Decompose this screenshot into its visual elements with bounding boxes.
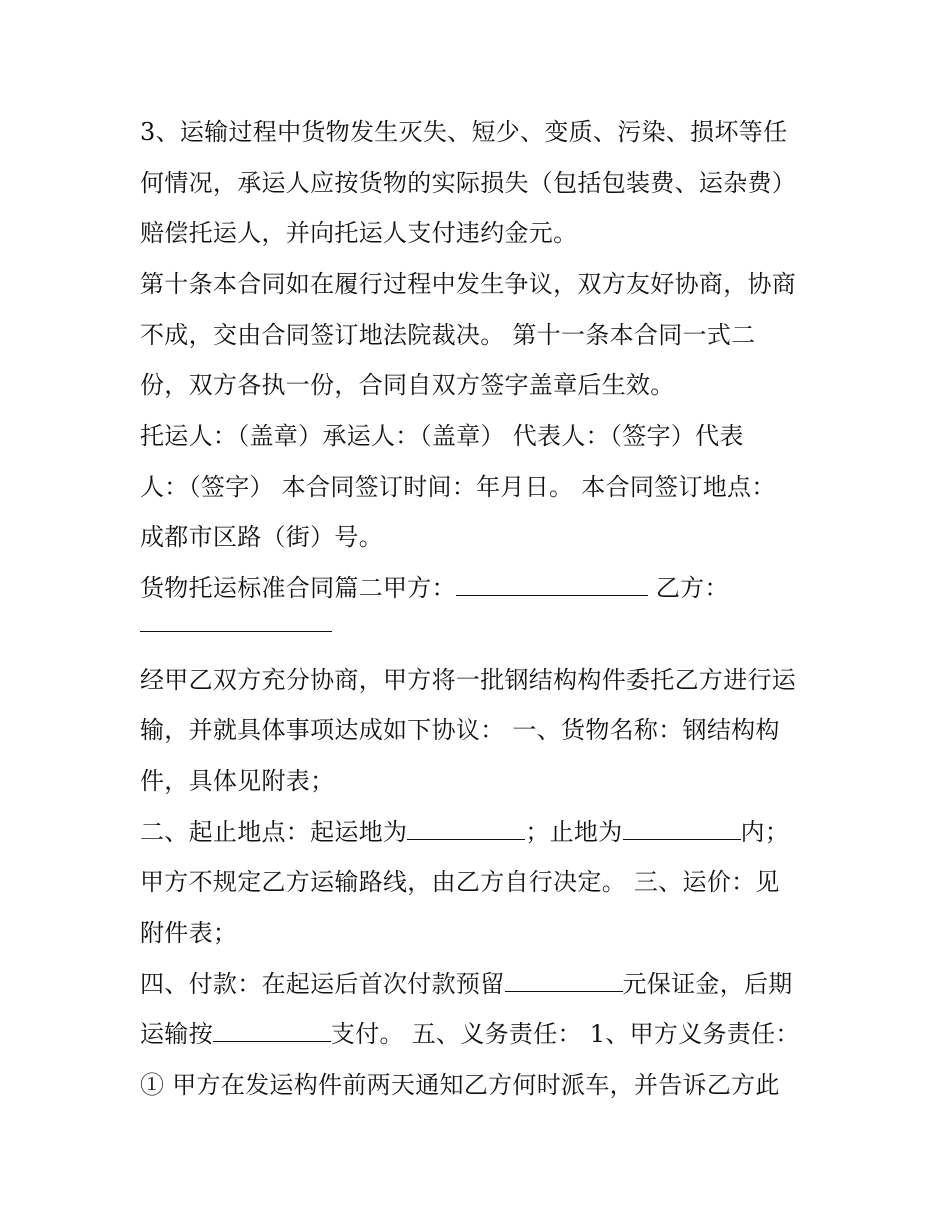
deposit-blank (505, 969, 623, 992)
contract-two-header (140, 573, 729, 603)
party-b-blank-line (140, 609, 332, 639)
paragraph-line: ① 甲方在发运构件前两天通知乙方何时派车，并告诉乙方此 (140, 1071, 780, 1099)
paragraph-line: 经甲乙双方充分协商，甲方将一批钢结构构件委托乙方进行运 (140, 666, 797, 694)
party-b-blank (140, 609, 332, 632)
start-location-blank (407, 817, 525, 840)
paragraph-line: 不成，交由合同签订地法院裁决。 第十一条本合同一式二 (140, 321, 756, 349)
transport-start-text: 运输按 (140, 1020, 213, 1048)
payment-method-blank (213, 1019, 331, 1042)
paragraph-line: 附件表； (140, 919, 238, 947)
party-b-label: 乙方： (655, 574, 729, 602)
party-a-blank (456, 573, 648, 596)
paragraph-line: 托运人：（盖章）承运人：（盖章） 代表人：（签字）代表 (140, 422, 744, 450)
paragraph-line: 输，并就具体事项达成如下协议： 一、货物名称：钢结构构 (140, 716, 780, 744)
paragraph-line: 第十条本合同如在履行过程中发生争议，双方友好协商，协商 (140, 270, 797, 298)
payment-end-text: 元保证金，后期 (622, 970, 793, 998)
route-start-text: 二、起止地点：起运地为 (140, 818, 408, 846)
transport-payment-line (140, 1019, 800, 1049)
route-end-text: 内； (740, 818, 790, 846)
paragraph-line: 甲方不规定乙方运输路线，由乙方自行决定。 三、运价：见 (140, 868, 780, 896)
paragraph-line: 人：（签字） 本合同签订时间：年月日。 本合同签订地点： (140, 473, 776, 501)
route-mid-text: ；止地为 (525, 818, 623, 846)
paragraph-line: 份，双方各执一份，合同自双方签字盖章后生效。 (140, 371, 675, 399)
end-location-blank (623, 817, 741, 840)
payment-start-text: 四、付款：在起运后首次付款预留 (140, 970, 505, 998)
route-line (140, 817, 789, 847)
contract-two-title: 货物托运标准合同篇二甲方： (140, 574, 456, 602)
paragraph-line: 件，具体见附表； (140, 767, 335, 795)
transport-end-text: 支付。 五、义务责任： 1、甲方义务责任： (330, 1020, 800, 1048)
payment-line (140, 969, 793, 999)
paragraph-line: 赔偿托运人，并向托运人支付违约金元。 (140, 219, 578, 247)
paragraph-line: 成都市区路（街）号。 (140, 523, 383, 551)
paragraph-line: 何情况，承运人应按货物的实际损失（包括包装费、运杂费） (140, 169, 797, 197)
paragraph-line: 3、运输过程中货物发生灭失、短少、变质、污染、损坏等任 (140, 118, 788, 146)
